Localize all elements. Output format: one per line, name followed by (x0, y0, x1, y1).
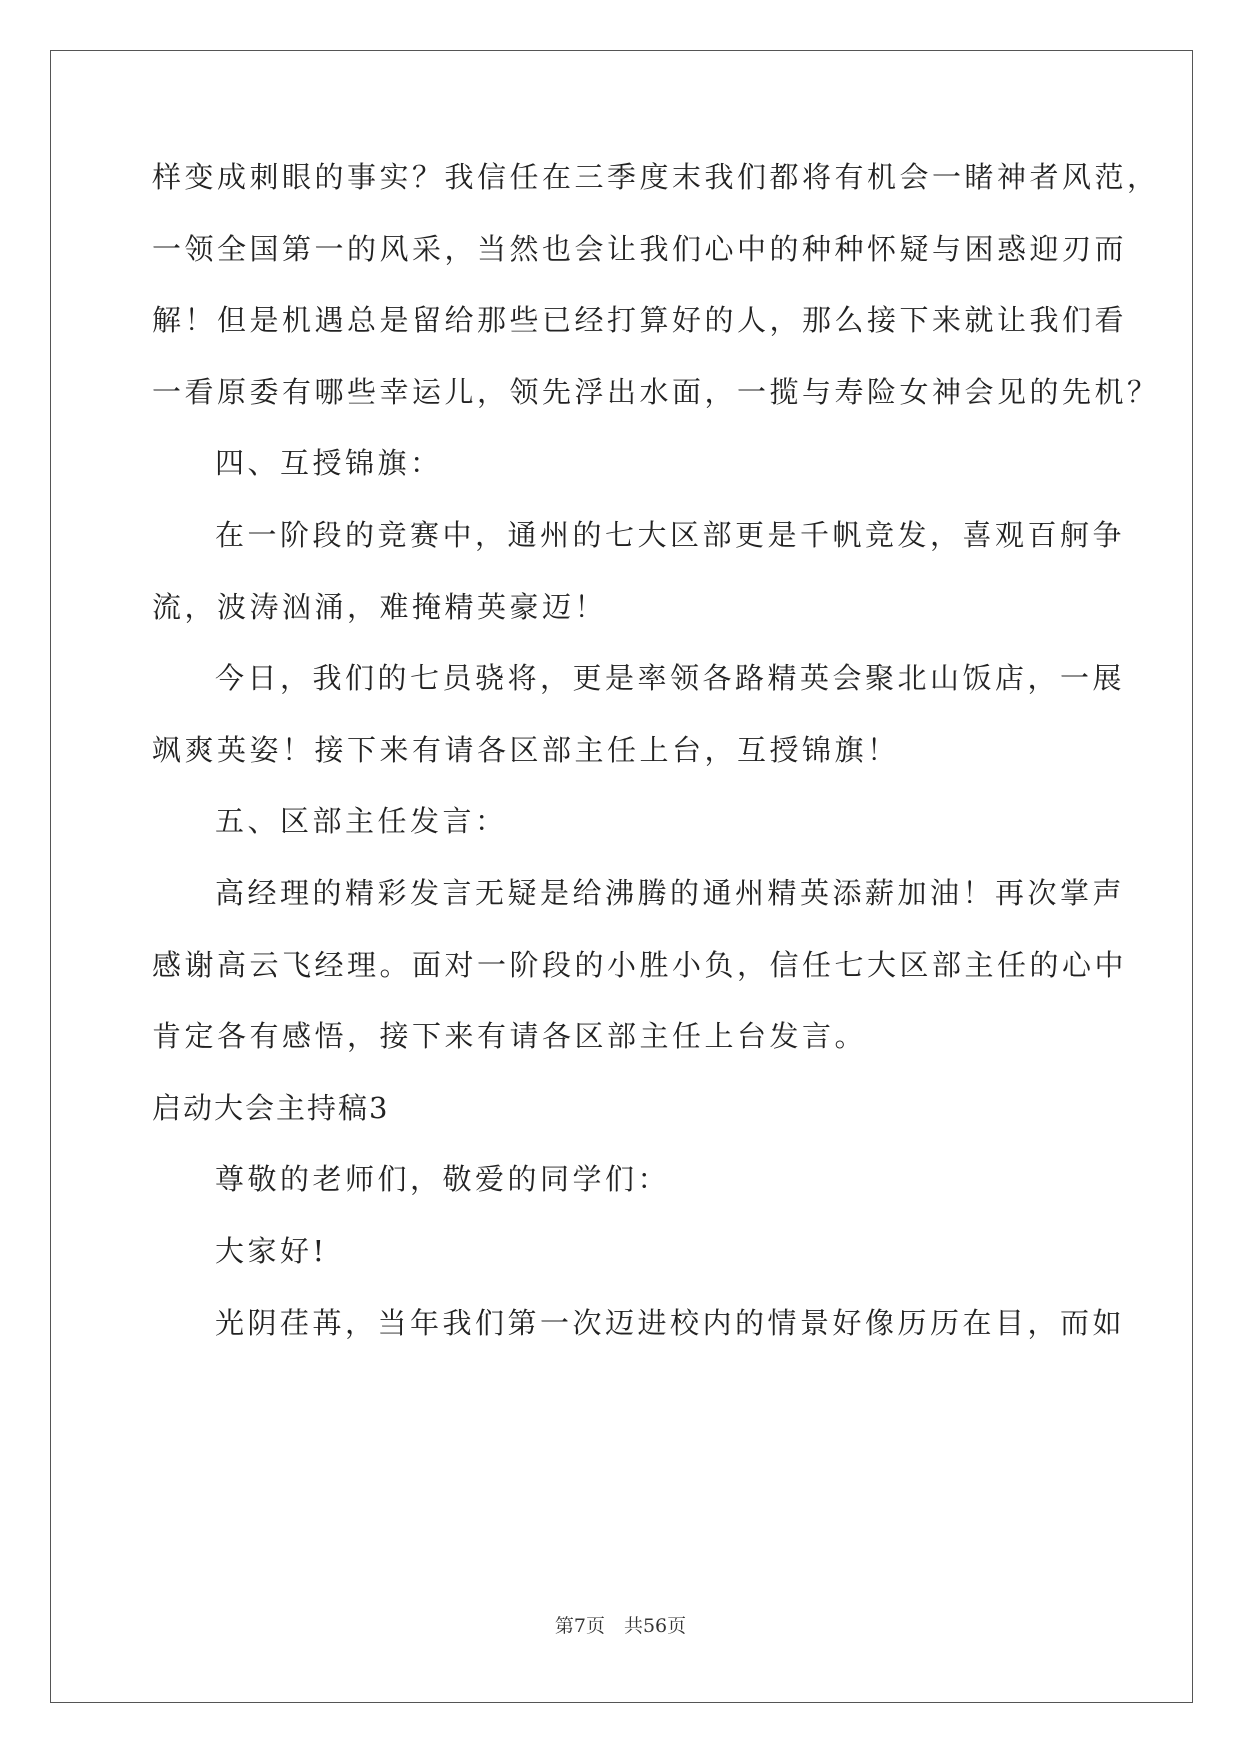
body-text-line: 今日，我们的七员骁将，更是率领各路精英会聚北山饭店，一展 (215, 661, 1126, 695)
body-text-line: 肯定各有感悟，接下来有请各区部主任上台发言。 (152, 1019, 868, 1053)
section-heading: 四、互授锦旗： (215, 446, 443, 480)
page-footer: 第7页 共56页 (554, 1615, 687, 1637)
body-text-line: 高经理的精彩发言无疑是给沸腾的通州精英添薪加油！再次掌声 (215, 876, 1126, 910)
body-text-line: 光阴荏苒，当年我们第一次迈进校内的情景好像历历在目，而如 (215, 1306, 1126, 1340)
document-title: 启动大会主持稿3 (152, 1091, 390, 1125)
body-text-line: 样变成刺眼的事实？我信任在三季度末我们都将有机会一睹神者风范， (152, 160, 1160, 194)
body-text-line: 解！但是机遇总是留给那些已经打算好的人，那么接下来就让我们看 (152, 303, 1128, 337)
body-text-line: 一领全国第一的风采，当然也会让我们心中的种种怀疑与困惑迎刃而 (152, 232, 1128, 266)
body-text-line: 在一阶段的竞赛中，通州的七大区部更是千帆竞发，喜观百舸争 (215, 518, 1126, 552)
body-text-line: 感谢高云飞经理。面对一阶段的小胜小负，信任七大区部主任的心中 (152, 948, 1128, 982)
body-text-line: 飒爽英姿！接下来有请各区部主任上台，互授锦旗！ (152, 733, 900, 767)
section-heading: 五、区部主任发言： (215, 804, 508, 838)
greeting-line: 大家好! (215, 1234, 328, 1268)
salutation-line: 尊敬的老师们，敬爱的同学们： (215, 1162, 671, 1196)
body-text-line: 一看原委有哪些幸运儿，领先浮出水面，一揽与寿险女神会见的先机？ (152, 375, 1160, 409)
body-text-line: 流，波涛汹涌，难掩精英豪迈！ (152, 590, 608, 624)
